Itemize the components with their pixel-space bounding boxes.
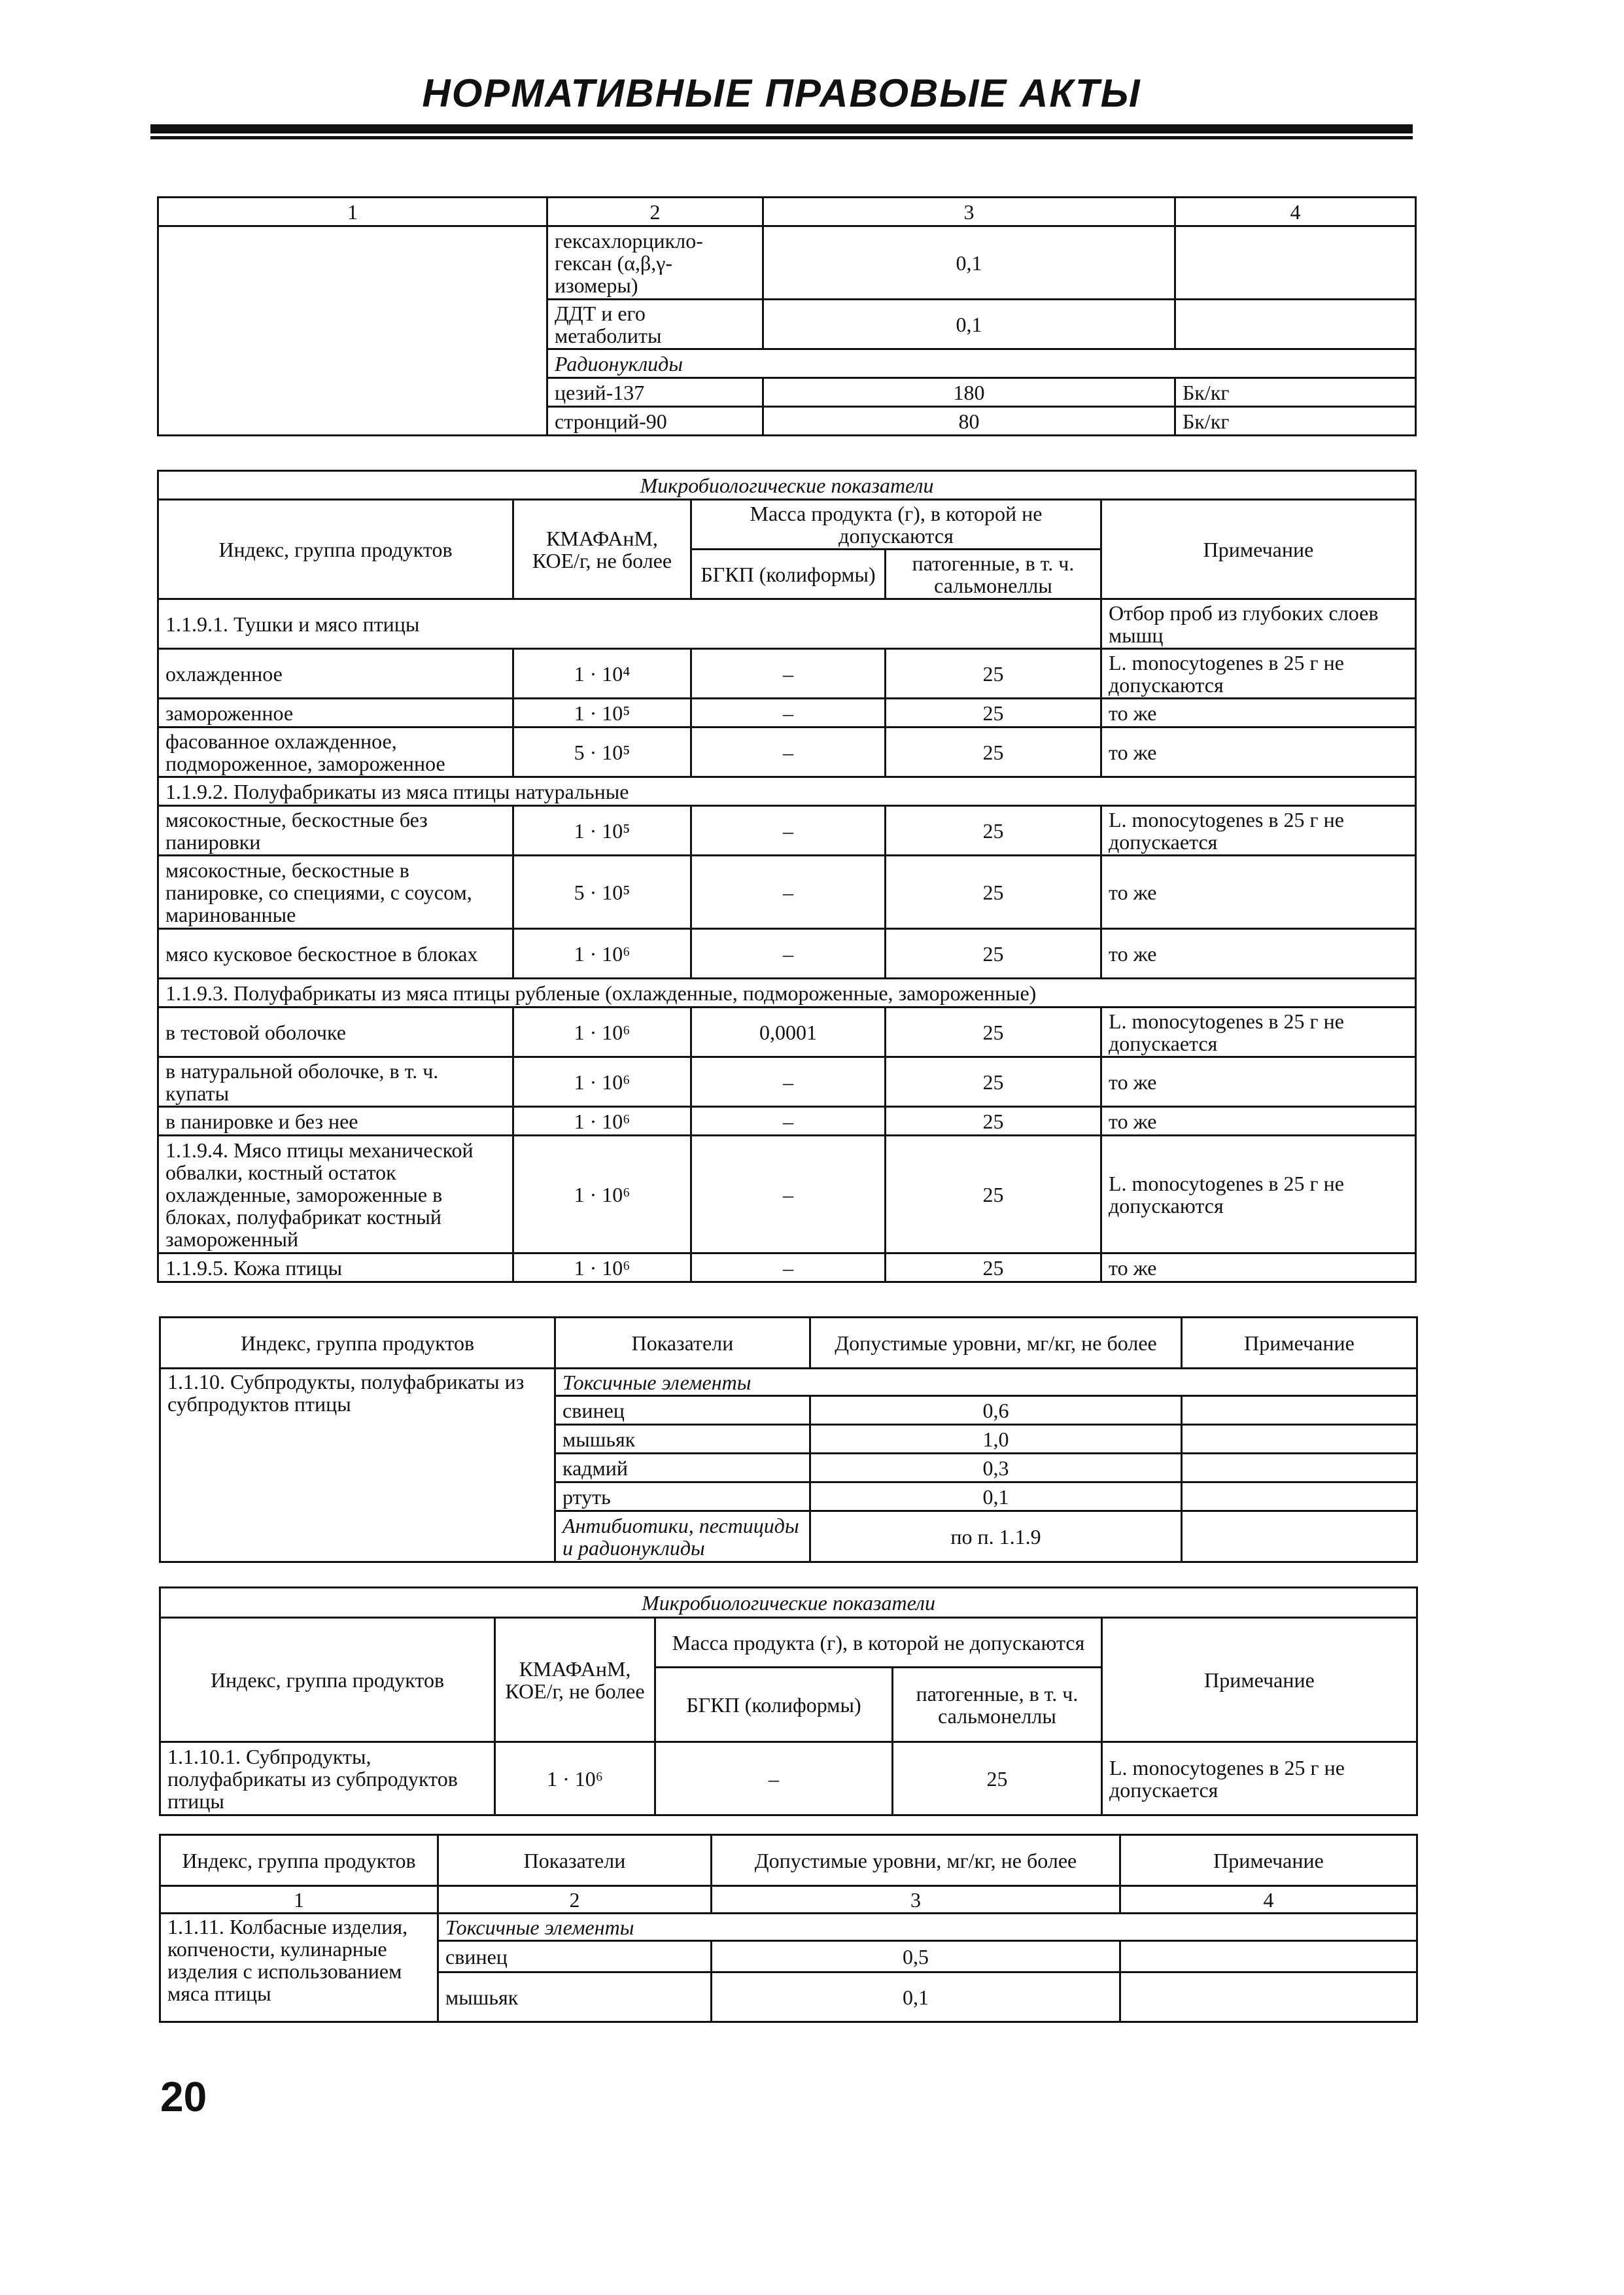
header-row xyxy=(160,1618,1417,1668)
col-number: 4 xyxy=(1175,198,1416,226)
level-cell: 0,6 xyxy=(810,1396,1182,1425)
table-row xyxy=(158,226,1416,300)
kmafanm-cell: 5 · 10⁵ xyxy=(513,727,691,777)
contaminants-table xyxy=(157,196,1417,436)
product-cell: мясо кусковое бескостное в блоках xyxy=(158,929,513,979)
pathogens-cell: 25 xyxy=(886,649,1101,699)
bgkp-cell: – xyxy=(691,1136,886,1253)
table-row xyxy=(158,1007,1416,1057)
kmafanm-cell: 1 · 10⁶ xyxy=(513,1136,691,1253)
indicator-cell: свинец xyxy=(438,1941,712,1972)
indicator-cell: гексахлорцикло-гексан (α,β,γ-изомеры) xyxy=(547,226,763,300)
index-cell-empty xyxy=(158,226,547,436)
header-kmafanm: КМАФАнМ, КОЕ/г, не более xyxy=(495,1618,655,1742)
product-cell: фасованное охлажденное, подмороженное, замороженное xyxy=(158,727,513,777)
table-row xyxy=(158,1057,1416,1107)
table-row xyxy=(158,1253,1416,1282)
product-cell: 1.1.9.4. Мясо птицы механической обвалки, костный остаток охлажденные, замороженные в блоках, полуфабрикат костный замороженный xyxy=(158,1136,513,1253)
microbiology-table xyxy=(157,470,1417,1283)
bgkp-cell: – xyxy=(691,856,886,929)
header-note: Примечание xyxy=(1120,1835,1417,1886)
header-indicators: Показатели xyxy=(555,1318,810,1369)
header-row xyxy=(160,1318,1417,1369)
indicator-cell: Антибиотики, пестициды и радионуклиды xyxy=(555,1511,810,1562)
level-cell: 80 xyxy=(763,407,1175,436)
indicator-cell: свинец xyxy=(555,1396,810,1425)
table-row xyxy=(158,856,1416,929)
note-cell: L. monocytogenes в 25 г не допускается xyxy=(1102,1742,1417,1815)
note-cell: L. monocytogenes в 25 г не допускаются xyxy=(1101,649,1416,699)
indicator-cell: стронций-90 xyxy=(547,407,763,436)
note-cell xyxy=(1175,226,1416,300)
note-cell xyxy=(1182,1396,1417,1425)
col-number: 4 xyxy=(1120,1886,1417,1914)
header-pathogens: патогенные, в т. ч. сальмонеллы xyxy=(886,550,1101,599)
note-cell xyxy=(1182,1454,1417,1482)
pathogens-cell: 25 xyxy=(886,727,1101,777)
note-cell: то же xyxy=(1101,929,1416,979)
level-cell: 0,1 xyxy=(712,1972,1120,2022)
header-index: Индекс, группа продуктов xyxy=(160,1618,495,1742)
pathogens-cell: 25 xyxy=(886,806,1101,856)
header-row xyxy=(160,1835,1417,1886)
note-cell: то же xyxy=(1101,1253,1416,1282)
note-cell: то же xyxy=(1101,856,1416,929)
note-cell: L. monocytogenes в 25 г не допускается xyxy=(1101,1007,1416,1057)
table-row xyxy=(158,1107,1416,1136)
level-cell: 0,1 xyxy=(763,300,1175,349)
column-numbers-row xyxy=(160,1886,1417,1914)
bgkp-cell: 0,0001 xyxy=(691,1007,886,1057)
table-row xyxy=(160,1742,1417,1815)
note-cell: то же xyxy=(1101,1107,1416,1136)
group-row xyxy=(158,777,1416,806)
header-pathogens: патогенные, в т. ч. сальмонеллы xyxy=(893,1668,1102,1742)
group-title: 1.1.11. Колбасные изделия, копчености, кулинарные изделия с использованием мяса птицы xyxy=(160,1914,438,2022)
table-row xyxy=(158,699,1416,727)
table-row xyxy=(158,929,1416,979)
offal-microbiology-table xyxy=(159,1586,1418,1816)
indicator-cell: мышьяк xyxy=(555,1425,810,1454)
kmafanm-cell: 1 · 10⁶ xyxy=(513,1253,691,1282)
header-index: Индекс, группа продуктов xyxy=(160,1835,438,1886)
table-row xyxy=(158,649,1416,699)
level-cell: 0,1 xyxy=(810,1482,1182,1511)
product-cell: 1.1.9.5. Кожа птицы xyxy=(158,1253,513,1282)
col-number: 1 xyxy=(158,198,547,226)
offal-toxic-elements-table xyxy=(159,1316,1418,1563)
level-cell: 180 xyxy=(763,378,1175,407)
level-cell: 0,1 xyxy=(763,226,1175,300)
kmafanm-cell: 1 · 10⁶ xyxy=(513,929,691,979)
note-cell xyxy=(1182,1511,1417,1562)
pathogens-cell: 25 xyxy=(886,1253,1101,1282)
indicator-cell: мышьяк xyxy=(438,1972,712,2022)
section-row xyxy=(160,1914,1417,1941)
bgkp-cell: – xyxy=(691,649,886,699)
kmafanm-cell: 1 · 10⁶ xyxy=(513,1057,691,1107)
note-cell: L. monocytogenes в 25 г не допускается xyxy=(1101,806,1416,856)
header-mass: Масса продукта (г), в которой не допускаются xyxy=(655,1618,1102,1668)
header-row xyxy=(158,500,1416,550)
pathogens-cell: 25 xyxy=(886,1107,1101,1136)
group-title: 1.1.9.1. Тушки и мясо птицы xyxy=(158,599,1101,649)
page-header xyxy=(150,71,1413,146)
header-rule-thin xyxy=(150,136,1413,139)
level-cell: 0,3 xyxy=(810,1454,1182,1482)
note-cell xyxy=(1182,1482,1417,1511)
table-row xyxy=(158,727,1416,777)
note-cell xyxy=(1120,1972,1417,2022)
bgkp-cell: – xyxy=(691,1253,886,1282)
kmafanm-cell: 1 · 10⁶ xyxy=(513,1007,691,1057)
level-cell: по п. 1.1.9 xyxy=(810,1511,1182,1562)
product-cell: охлажденное xyxy=(158,649,513,699)
caption-row xyxy=(158,471,1416,500)
table-row xyxy=(158,1136,1416,1253)
pathogens-cell: 25 xyxy=(886,1007,1101,1057)
table-caption: Микробиологические показатели xyxy=(160,1588,1417,1618)
header-bgkp: БГКП (колиформы) xyxy=(655,1668,893,1742)
kmafanm-cell: 1 · 10⁴ xyxy=(513,649,691,699)
header-levels: Допустимые уровни, мг/кг, не более xyxy=(810,1318,1182,1369)
bgkp-cell: – xyxy=(691,727,886,777)
page-number: 20 xyxy=(160,2073,207,2120)
note-cell: Отбор проб из глубоких слоев мышц xyxy=(1101,599,1416,649)
kmafanm-cell: 1 · 10⁶ xyxy=(513,1107,691,1136)
header-levels: Допустимые уровни, мг/кг, не более xyxy=(712,1835,1120,1886)
col-number: 2 xyxy=(438,1886,712,1914)
column-numbers-row xyxy=(158,198,1416,226)
level-cell: 0,5 xyxy=(712,1941,1120,1972)
pathogens-cell: 25 xyxy=(893,1742,1102,1815)
header-mass: Масса продукта (г), в которой не допускаются xyxy=(691,500,1101,550)
note-cell xyxy=(1120,1941,1417,1972)
product-cell: в натуральной оболочке, в т. ч. купаты xyxy=(158,1057,513,1107)
header-note: Примечание xyxy=(1102,1618,1417,1742)
header-note: Примечание xyxy=(1101,500,1416,599)
bgkp-cell: – xyxy=(691,929,886,979)
bgkp-cell: – xyxy=(655,1742,893,1815)
col-number: 1 xyxy=(160,1886,438,1914)
kmafanm-cell: 1 · 10⁵ xyxy=(513,699,691,727)
table-caption: Микробиологические показатели xyxy=(158,471,1416,500)
level-cell: 1,0 xyxy=(810,1425,1182,1454)
col-number: 3 xyxy=(712,1886,1120,1914)
col-number: 2 xyxy=(547,198,763,226)
note-cell: Бк/кг xyxy=(1175,407,1416,436)
header-indicators: Показатели xyxy=(438,1835,712,1886)
header-index: Индекс, группа продуктов xyxy=(160,1318,555,1369)
section-row xyxy=(160,1369,1417,1396)
bgkp-cell: – xyxy=(691,1057,886,1107)
header-title: НОРМАТИВНЫЕ ПРАВОВЫЕ АКТЫ xyxy=(422,71,1141,115)
bgkp-cell: – xyxy=(691,806,886,856)
kmafanm-cell: 5 · 10⁵ xyxy=(513,856,691,929)
product-cell: 1.1.10.1. Субпродукты, полуфабрикаты из субпродуктов птицы xyxy=(160,1742,495,1815)
group-row xyxy=(158,599,1416,649)
group-row xyxy=(158,979,1416,1007)
pathogens-cell: 25 xyxy=(886,856,1101,929)
sausages-toxic-elements-table xyxy=(159,1834,1418,2023)
product-cell: мясокостные, бескостные без панировки xyxy=(158,806,513,856)
indicator-cell: кадмий xyxy=(555,1454,810,1482)
header-bgkp: БГКП (колиформы) xyxy=(691,550,886,599)
section-label: Радионуклиды xyxy=(547,349,1416,378)
pathogens-cell: 25 xyxy=(886,929,1101,979)
product-cell: в панировке и без нее xyxy=(158,1107,513,1136)
group-title: 1.1.9.3. Полуфабрикаты из мяса птицы рубленые (охлажденные, подмороженные, замороженные) xyxy=(158,979,1416,1007)
kmafanm-cell: 1 · 10⁵ xyxy=(513,806,691,856)
pathogens-cell: 25 xyxy=(886,699,1101,727)
header-kmafanm: КМАФАнМ, КОЕ/г, не более xyxy=(513,500,691,599)
indicator-cell: ртуть xyxy=(555,1482,810,1511)
note-cell: L. monocytogenes в 25 г не допускаются xyxy=(1101,1136,1416,1253)
note-cell xyxy=(1182,1425,1417,1454)
section-label: Токсичные элементы xyxy=(438,1914,1417,1941)
product-cell: замороженное xyxy=(158,699,513,727)
indicator-cell: ДДТ и его метаболиты xyxy=(547,300,763,349)
pathogens-cell: 25 xyxy=(886,1057,1101,1107)
kmafanm-cell: 1 · 10⁶ xyxy=(495,1742,655,1815)
header-rule xyxy=(150,124,1413,133)
note-cell: то же xyxy=(1101,727,1416,777)
table-row xyxy=(158,806,1416,856)
group-title: 1.1.9.2. Полуфабрикаты из мяса птицы натуральные xyxy=(158,777,1416,806)
pathogens-cell: 25 xyxy=(886,1136,1101,1253)
bgkp-cell: – xyxy=(691,1107,886,1136)
section-label: Токсичные элементы xyxy=(555,1369,1417,1396)
note-cell: Бк/кг xyxy=(1175,378,1416,407)
header-index: Индекс, группа продуктов xyxy=(158,500,513,599)
caption-row xyxy=(160,1588,1417,1618)
col-number: 3 xyxy=(763,198,1175,226)
bgkp-cell: – xyxy=(691,699,886,727)
note-cell: то же xyxy=(1101,1057,1416,1107)
note-cell: то же xyxy=(1101,699,1416,727)
product-cell: мясокостные, бескостные в панировке, со специями, с соусом, маринованные xyxy=(158,856,513,929)
indicator-cell: цезий-137 xyxy=(547,378,763,407)
header-note: Примечание xyxy=(1182,1318,1417,1369)
group-title: 1.1.10. Субпродукты, полуфабрикаты из субпродуктов птицы xyxy=(160,1369,555,1562)
note-cell xyxy=(1175,300,1416,349)
product-cell: в тестовой оболочке xyxy=(158,1007,513,1057)
